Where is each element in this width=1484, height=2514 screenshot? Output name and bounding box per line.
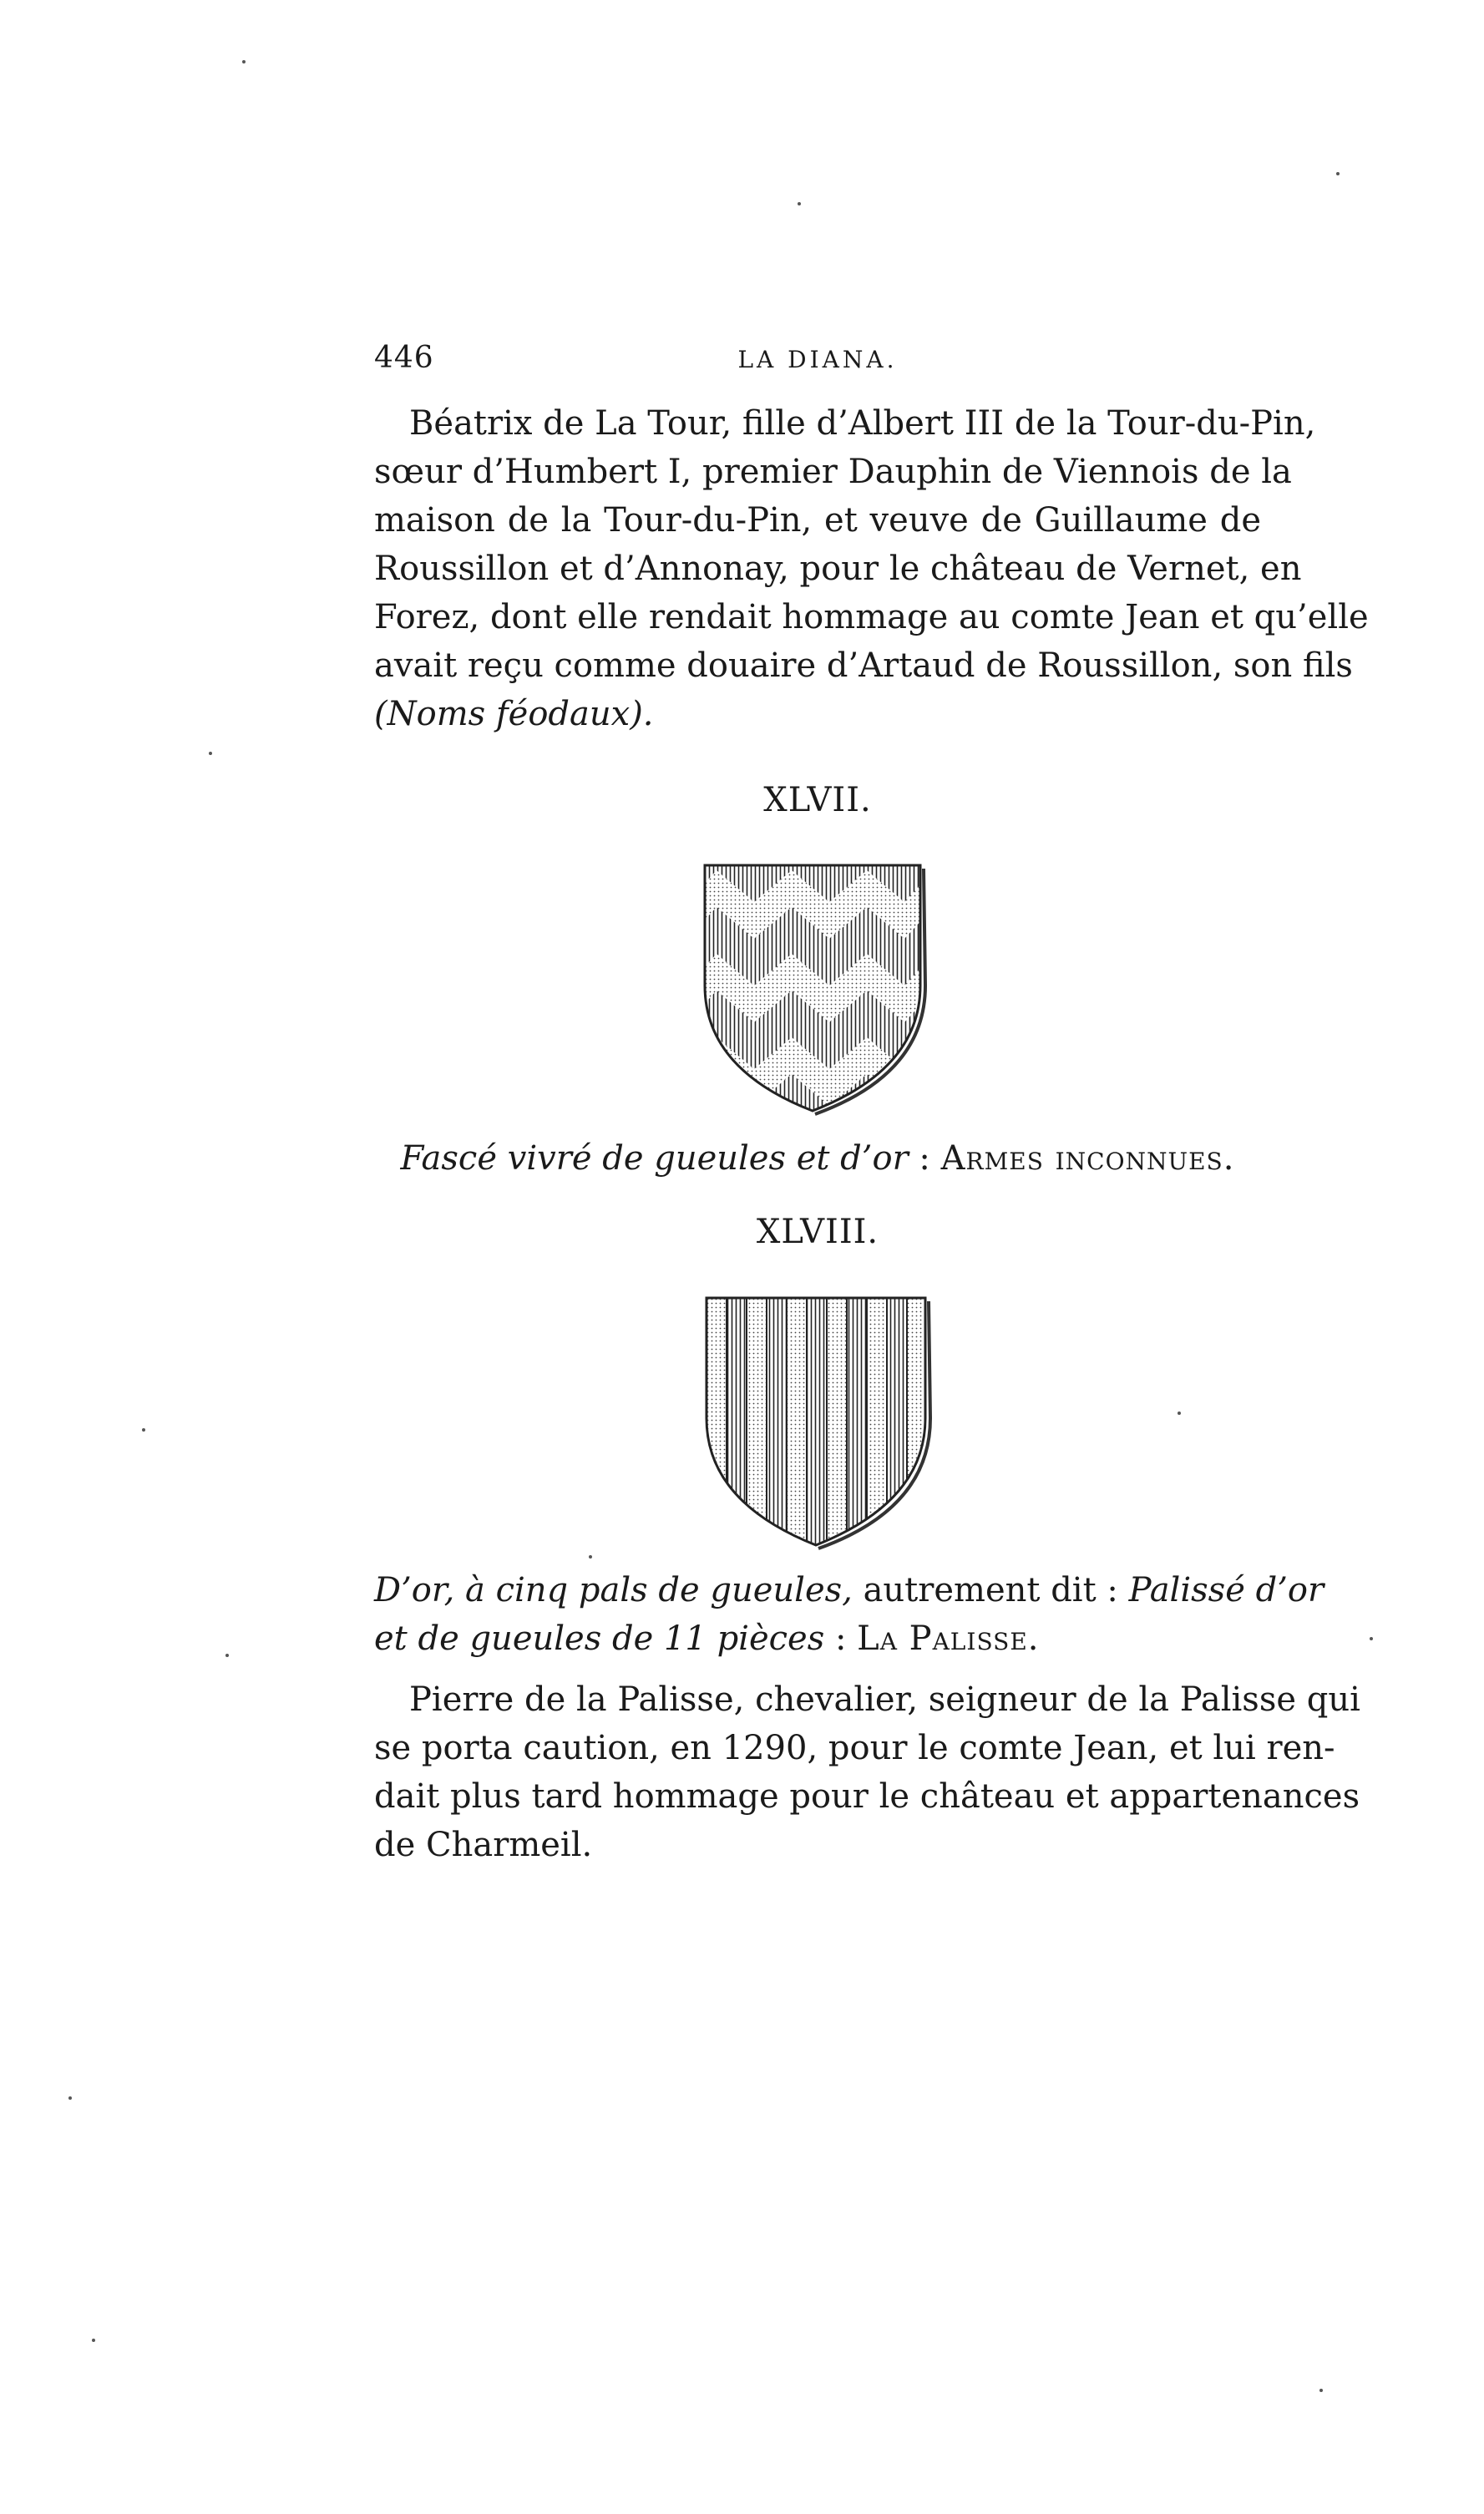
paper-speck [1336, 172, 1340, 175]
paragraph-beatrix [374, 399, 1369, 738]
caption-47 [374, 1134, 1261, 1183]
paragraph-palisse [374, 1675, 1360, 1869]
text-line: Forez, dont elle rendait hommage au comte Jean et qu’elle [374, 598, 1369, 636]
text-line: avait reçu comme douaire d’Artaud de Roussillon, son fils [374, 646, 1353, 685]
paper-speck [1370, 1637, 1373, 1640]
section-numeral-48: XLVIII. [756, 1213, 879, 1251]
shield-paly-icon [701, 1293, 935, 1552]
attribution-47: Armes inconnues. [940, 1139, 1235, 1178]
paper-speck [798, 202, 801, 205]
paper-speck [68, 2096, 72, 2100]
running-title: LA DIANA. [737, 346, 898, 373]
text-line: Pierre de la Palisse, chevalier, seigneur de la Palisse qui [409, 1680, 1360, 1719]
text-line: de Charmeil. [374, 1826, 593, 1864]
page-number: 446 [374, 341, 434, 375]
text-line: Béatrix de La Tour, fille d’Albert III de la Tour-du-Pin, [409, 404, 1316, 443]
caption-48-line-1 [374, 1566, 1324, 1614]
paper-speck [142, 1428, 145, 1432]
caption-connector: autrement dit : [852, 1571, 1129, 1609]
section-numeral-47: XLVII. [763, 781, 872, 819]
paper-speck [225, 1654, 229, 1657]
paper-speck [1178, 1412, 1181, 1415]
text-line: se porta caution, en 1290, pour le comte Jean, et lui ren- [374, 1729, 1335, 1767]
caption-48-line-2 [374, 1614, 1261, 1663]
shield-fasce-vivre-icon [700, 860, 934, 1119]
caption-separator: : [824, 1619, 858, 1658]
paper-speck [92, 2339, 95, 2342]
page-header [374, 341, 1261, 383]
blazon-48: D’or, à cinq pals de gueules, [374, 1571, 853, 1609]
paper-speck [1319, 2389, 1323, 2392]
caption-48 [374, 1566, 1324, 1663]
paper-speck [209, 752, 212, 755]
blazon-48-alt: Palissé d’or [1128, 1571, 1324, 1609]
blazon-47: Fascé vivré de gueules et d’or [400, 1139, 909, 1178]
caption-separator: : [908, 1139, 941, 1178]
text-line: maison de la Tour-du-Pin, et veuve de Guillaume de [374, 501, 1261, 540]
text-line: dait plus tard hommage pour le château et appartenances [374, 1777, 1360, 1816]
blazon-48-alt-cont: et de gueules de 11 pièces [374, 1619, 825, 1658]
paper-speck [242, 60, 246, 63]
paper-speck [589, 1555, 592, 1559]
attribution-48: La Palisse. [857, 1619, 1040, 1658]
text-line: sœur d’Humbert I, premier Dauphin de Viennois de la [374, 453, 1292, 491]
text-line: Roussillon et d’Annonay, pour le château de Vernet, en [374, 550, 1302, 588]
text-line: (Noms féodaux). [374, 695, 654, 733]
